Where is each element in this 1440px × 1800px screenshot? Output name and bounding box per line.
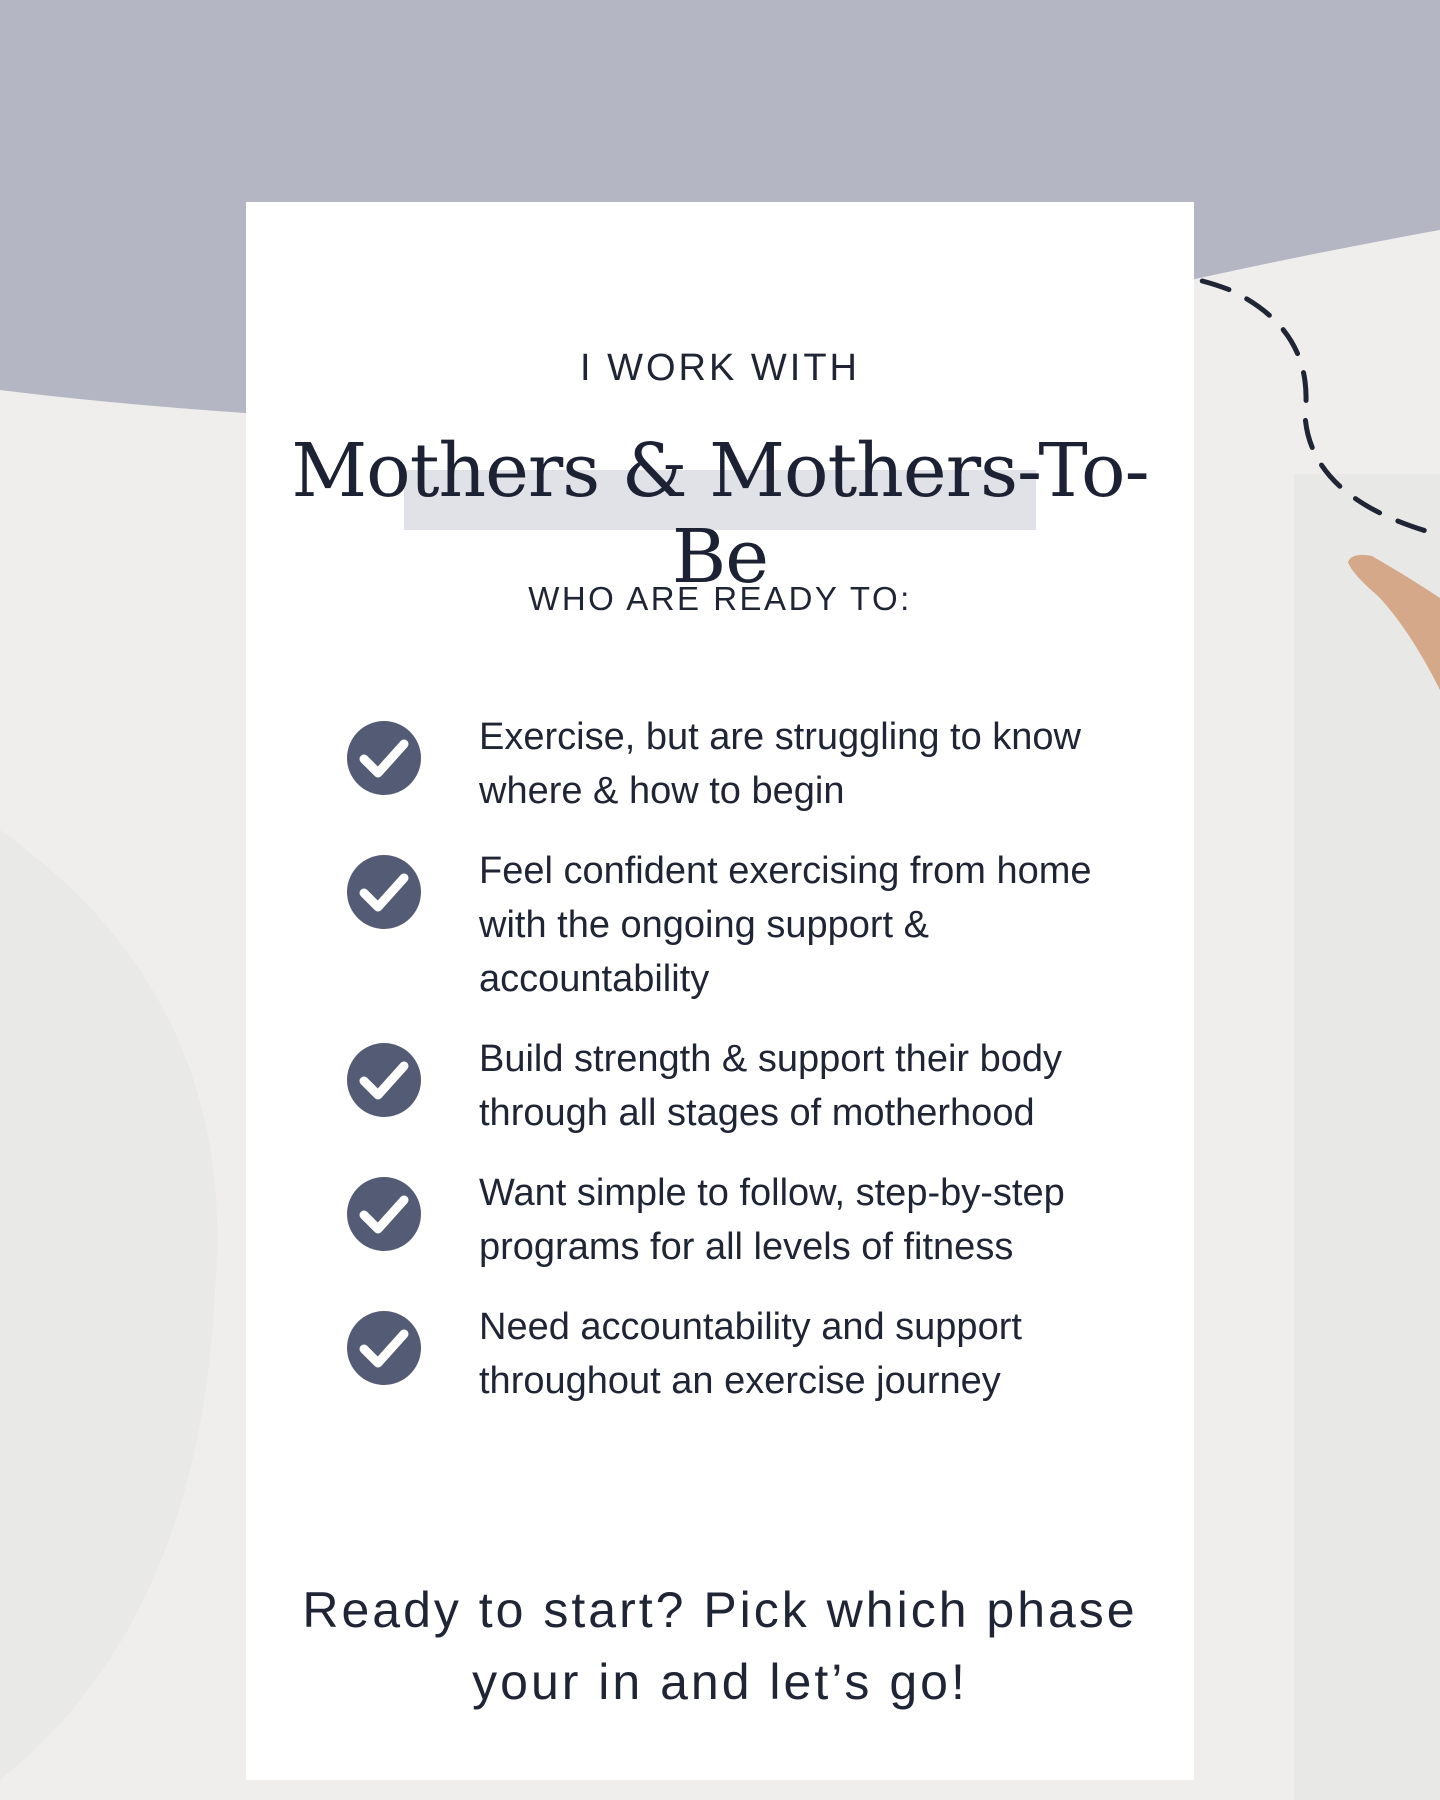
left-soft-circle: [0, 830, 217, 1780]
check-circle-icon: [346, 1042, 422, 1118]
list-item-text: Build strength & support their body through all stages of motherhood: [479, 1038, 1063, 1134]
eyebrow-text: I WORK WITH: [580, 347, 860, 389]
list-item-text: Want simple to follow, step-by-step programs for all levels of fitness: [479, 1172, 1065, 1268]
check-circle-icon: [346, 1310, 422, 1386]
info-card: [246, 202, 1194, 1780]
list-item: [346, 844, 1146, 1006]
list-item-text: Need accountability and support throughout an exercise journey: [479, 1306, 1022, 1402]
subhead-text: WHO ARE READY TO:: [528, 580, 912, 617]
cta-text: Ready to start? Pick which phase your in and let’s go!: [302, 1582, 1138, 1710]
check-circle-icon: [346, 854, 422, 930]
list-item: [346, 710, 1146, 818]
list-item: [346, 1300, 1146, 1408]
benefit-list: [346, 710, 1146, 1408]
list-item: [346, 1166, 1146, 1274]
list-item-text: Exercise, but are struggling to know where & how to begin: [479, 716, 1081, 812]
check-circle-icon: [346, 1176, 422, 1252]
headline-title: Mothers & Mothers-To-Be: [291, 428, 1149, 600]
list-item: [346, 1032, 1146, 1140]
list-item-text: Feel confident exercising from home with the ongoing support & accountability: [479, 850, 1092, 1000]
right-photo-panel: [1294, 474, 1440, 1800]
check-circle-icon: [346, 720, 422, 796]
